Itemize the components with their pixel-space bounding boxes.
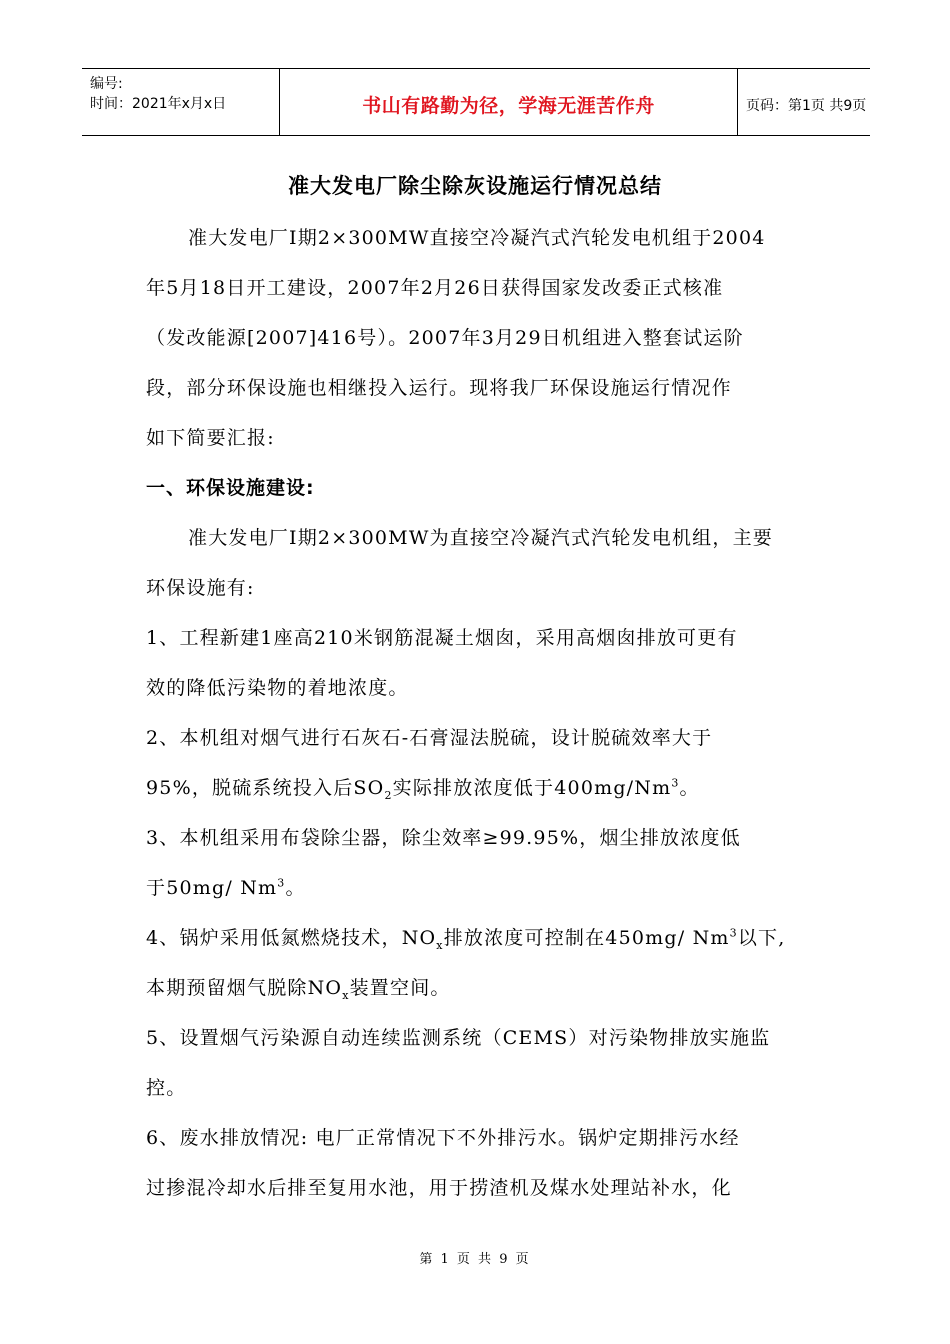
document-number-label: 编号: [90, 76, 123, 92]
dust-text-a: 于50mg/ Nm [146, 877, 278, 899]
list-item-line: 效的降低污染物的着地浓度。 [146, 677, 409, 699]
list-item-line: 过掺混冷却水后排至复用水池，用于捞渣机及煤水处理站补水，化 [146, 1177, 732, 1199]
list-item-line-nox2 [146, 973, 816, 1002]
so2-superscript: 3 [671, 776, 680, 790]
page-footer: 第 1 页 共 9 页 [419, 1252, 531, 1267]
document-header [82, 68, 870, 136]
list-item-line-nox [146, 923, 816, 952]
nox2-subscript: x [342, 988, 350, 1002]
document-date-label: 时间：2021年x月x日 [90, 96, 227, 112]
list-item-line-dust [146, 873, 816, 900]
paragraph-line: 段，部分环保设施也相继投入运行。现将我厂环保设施运行情况作 [146, 377, 732, 399]
paragraph-line: 如下简要汇报: [146, 427, 275, 449]
document-title: 准大发电厂除尘除灰设施运行情况总结 [288, 174, 662, 198]
nox-text-b: 排放浓度可控制在450mg/ Nm [443, 927, 730, 949]
header-motto-cell [280, 69, 738, 135]
dust-text-b: 。 [285, 877, 306, 899]
list-item-line: 3、本机组采用布袋除尘器，除尘效率≥99.95%，烟尘排放浓度低 [146, 827, 741, 849]
paragraph-line: 准大发电厂Ⅰ期2×300MW为直接空冷凝汽式汽轮发电机组，主要 [188, 527, 773, 549]
nox-text-c: 以下, [737, 927, 786, 949]
header-left-cell [82, 69, 280, 135]
header-page-cell [738, 69, 870, 135]
nox2-text-b: 装置空间。 [349, 977, 451, 999]
so2-text-a: 95%，脱硫系统投入后SO [146, 777, 385, 799]
section-heading: 一、环保设施建设: [146, 477, 315, 499]
so2-text-c: 。 [679, 777, 700, 799]
dust-superscript: 3 [277, 876, 286, 890]
list-item-line-so2 [146, 773, 816, 802]
nox-superscript: 3 [729, 926, 738, 940]
so2-subscript: 2 [384, 788, 393, 802]
list-item-line: 1、工程新建1座高210米钢筋混凝土烟囱，采用高烟囱排放可更有 [146, 627, 738, 649]
paragraph-line: （发改能源[2007]416号）。2007年3月29日机组进入整套试运阶 [146, 327, 744, 349]
list-item-line: 2、本机组对烟气进行石灰石-石膏湿法脱硫，设计脱硫效率大于 [146, 727, 713, 749]
list-item-line: 5、设置烟气污染源自动连续监测系统（CEMS）对污染物排放实施监 [146, 1027, 771, 1049]
header-page-info: 页码：第1页 共9页 [746, 98, 867, 114]
list-item-line: 6、废水排放情况: 电厂正常情况下不外排污水。锅炉定期排污水经 [146, 1127, 740, 1149]
nox2-text-a: 本期预留烟气脱除NO [146, 977, 343, 999]
paragraph-line: 准大发电厂Ⅰ期2×300MW直接空冷凝汽式汽轮发电机组于2004 [188, 227, 766, 249]
paragraph-line: 环保设施有: [146, 577, 255, 599]
so2-text-b: 实际排放浓度低于400mg/Nm [392, 777, 672, 799]
nox-subscript: x [436, 938, 444, 952]
nox-text-a: 4、锅炉采用低氮燃烧技术，NO [146, 927, 437, 949]
paragraph-line: 年5月18日开工建设，2007年2月26日获得国家发改委正式核准 [146, 277, 724, 299]
list-item-line: 控。 [146, 1077, 187, 1099]
header-motto: 书山有路勤为径，学海无涯苦作舟 [362, 95, 655, 117]
